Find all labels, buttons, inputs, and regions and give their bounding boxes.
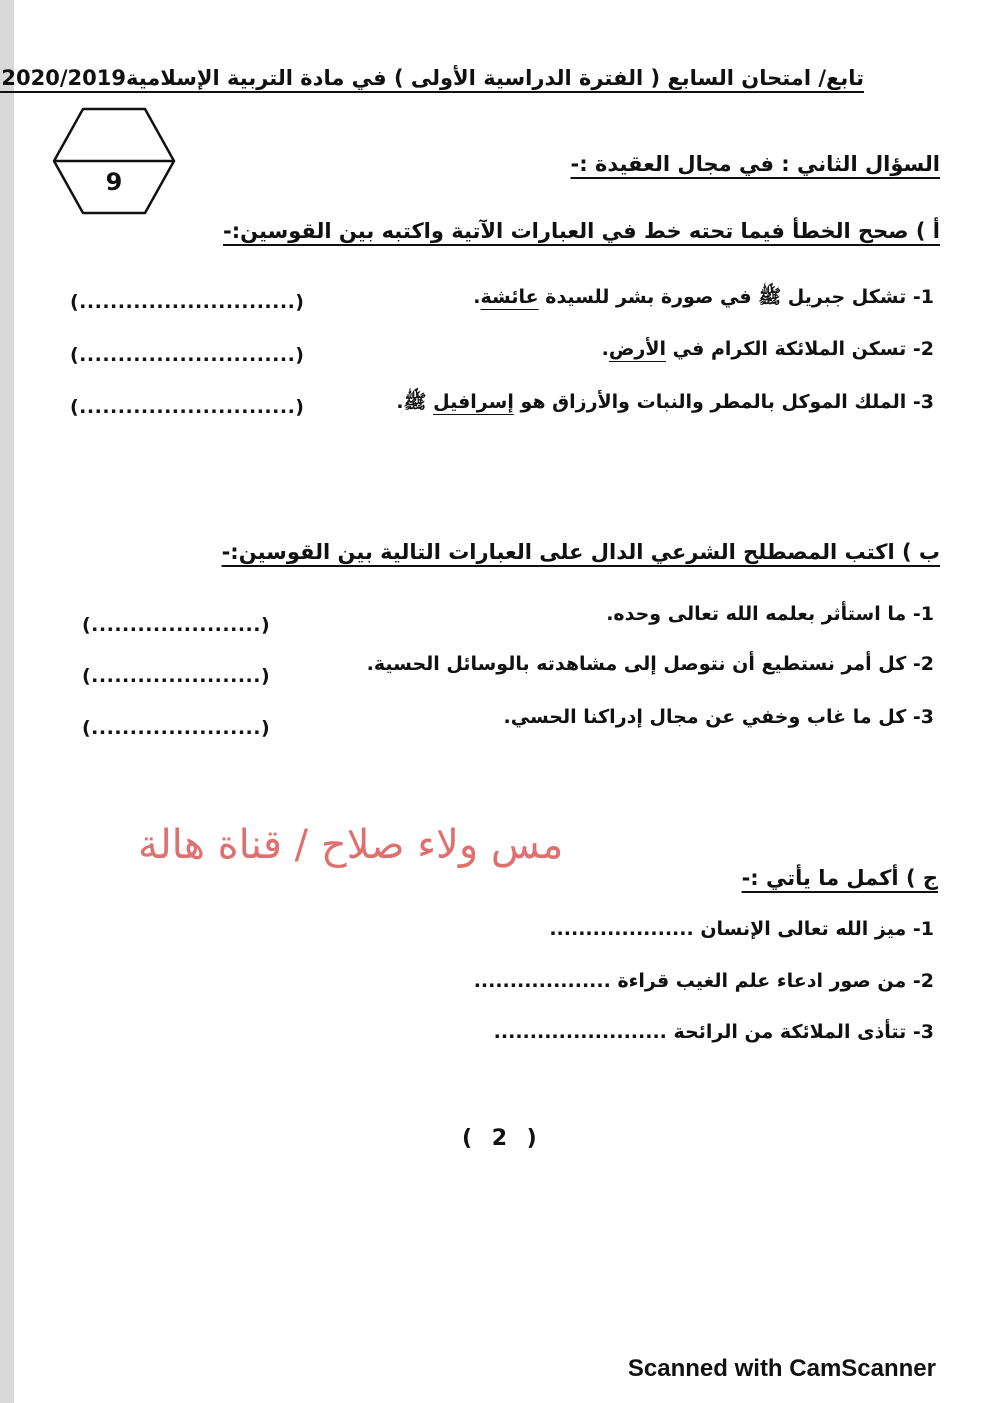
section-b-item-1: 1- ما استأثر بعلمه الله تعالى وحده. — [606, 603, 934, 625]
section-c-title: ج ) أكمل ما يأتي :- — [741, 866, 938, 890]
question-two-title: السؤال الثاني : في مجال العقيدة :- — [570, 152, 940, 176]
scan-edge — [0, 0, 14, 1403]
section-b-item-2: 2- كل أمر نستطيع أن نتوصل إلى مشاهدته بالوسائل الحسية. — [366, 653, 934, 675]
section-a-title: أ ) صحح الخطأ فيما تحته خط في العبارات الآتية واكتبه بين القوسين:- — [223, 219, 940, 243]
answer-blank[interactable]: (......................) — [82, 717, 271, 739]
section-b-title: ب ) اكتب المصطلح الشرعي الدال على العبارات التالية بين القوسين:- — [221, 540, 940, 564]
answer-blank[interactable]: (......................) — [82, 665, 271, 687]
score-hexagon-icon — [52, 107, 176, 215]
exam-header: تابع/ امتحان السابع ( الفترة الدراسية الأولى ) في مادة التربية الإسلامية2020/2019 — [1, 66, 864, 90]
scanner-footer: Scanned with CamScanner — [627, 1355, 936, 1382]
section-c-item-2: 2- من صور ادعاء علم الغيب قراءة ................... — [473, 970, 934, 992]
section-c-item-3: 3- تتأذى الملائكة من الرائحة ........................ — [493, 1021, 934, 1043]
page-number: ( 2 ) — [462, 1126, 543, 1151]
answer-blank[interactable]: (............................) — [70, 291, 305, 313]
watermark-text: مس ولاء صلاح / قناة هالة — [138, 822, 564, 868]
score-value: 9 — [105, 168, 123, 196]
section-c-item-1: 1- ميز الله تعالى الإنسان .................... — [549, 918, 934, 940]
answer-blank[interactable]: (............................) — [70, 396, 305, 418]
answer-blank[interactable]: (............................) — [70, 344, 305, 366]
answer-blank[interactable]: (......................) — [82, 614, 271, 636]
section-a-item-1: 1- تشكل جبريل ﷺ في صورة بشر للسيدة عائشة. — [473, 286, 934, 308]
section-a-item-3: 3- الملك الموكل بالمطر والنبات والأرزاق هو إسرافيل ﷺ. — [396, 391, 934, 413]
section-b-item-3: 3- كل ما غاب وخفي عن مجال إدراكنا الحسي. — [503, 706, 934, 728]
section-a-item-2: 2- تسكن الملائكة الكرام في الأرض. — [601, 338, 934, 360]
